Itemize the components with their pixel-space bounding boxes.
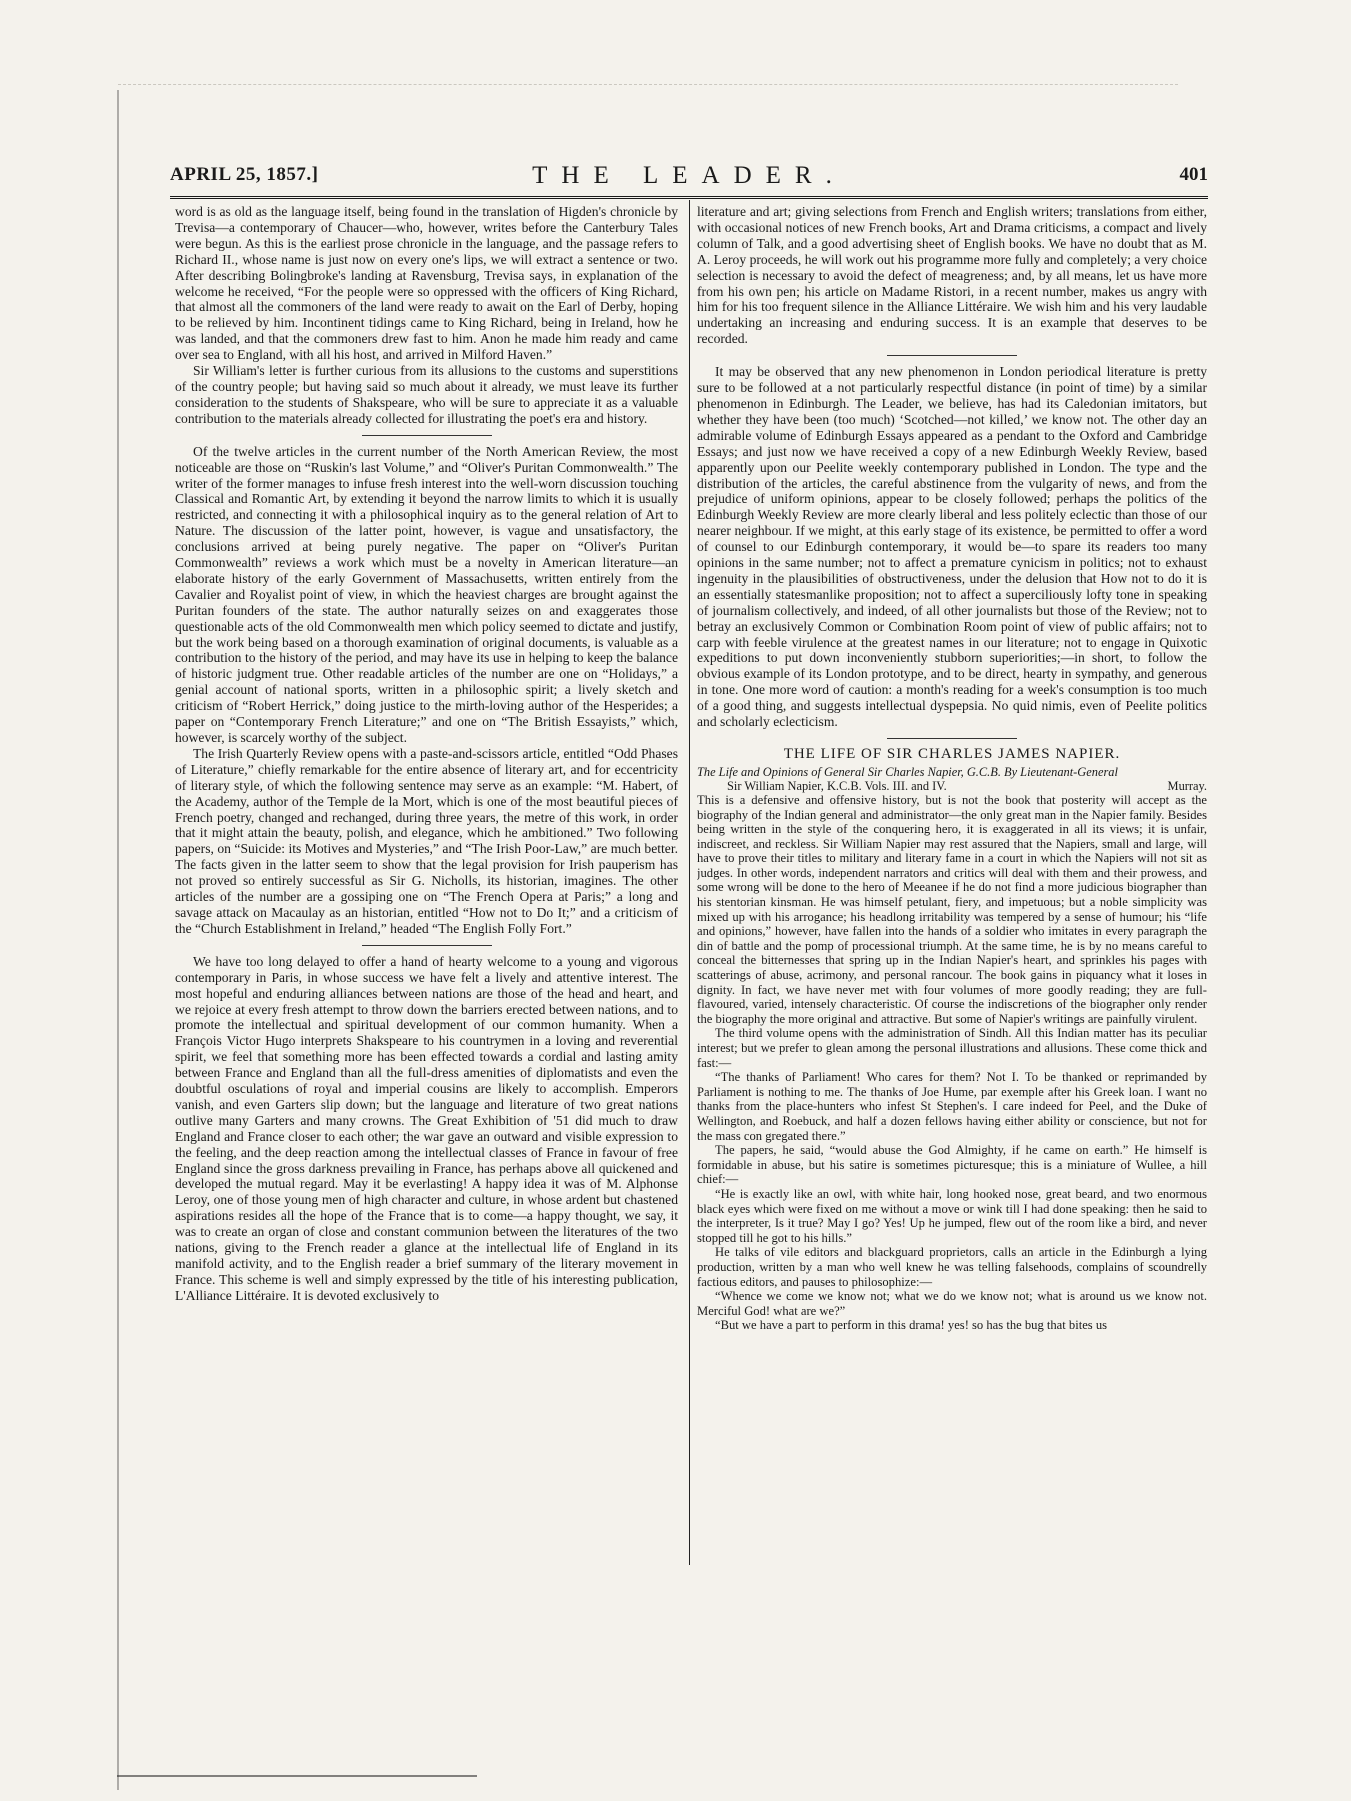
article-body: [697, 793, 1207, 1333]
header-rule: [170, 196, 1208, 199]
paragraph: We have too long delayed to offer a hand of hearty welcome to a young and vigorous contemporary in Paris, in whose success we have felt a lively and attentive interest. The most hopeful and enduring alliances between nations are those of the head and heart, and we rejoice at every fresh attempt to throw down the barriers erected between nations, and to promote the intellectual and spiritual development of our common humanity. When a François Victor Hugo interprets Shakspeare to his countrymen in a loving and reverential spirit, we feel that something more has been effected towards a cordial and lasting amity between France and England than all the full-dress amenities of diplomatists and even the doubtful osculations of royal and imperial cousins are likely to accomplish. Emperors vanish, and even Garters slip down; but the language and literature of two great nations outlive many Garters and many crowns. The Great Exhibition of '51 did much to draw England and France closer to each other; the war gave an outward and visible expression to the feeling, and the deep reaction among the intellectual classes of France in favour of free England since the gross darkness prevailing in France, has perhaps above all quickened and developed the mutual regard. May it be everlasting! A happy idea it was of M. Alphonse Leroy, one of those young men of high character and culture, in whose ardent but chastened aspirations resides all the hope of the France that is to come—a happy thought, we say, it was to create an organ of close and constant communion between the literatures of the two nations, giving to the French reader a glance at the intellectual life of England in its manifold activity, and to the English reader a brief summary of the literary movement in France. This scheme is well and simply expressed by the title of his interesting publication, L'Alliance Littéraire. It is devoted exclusively to: [175, 953, 678, 1303]
paragraph: It may be observed that any new phenomenon in London periodical literature is pretty sure to be followed at a not particularly respectful distance (in point of time) by a similar phenomenon in Edinburgh. The Leader, we believe, has had its Caledonian imitators, but whether they have been (too much) ‘Scotched—not killed,’ we know not. The other day an admirable volume of Edinburgh Essays appeared as a pendant to the Oxford and Cambridge Essays; and just now we have received a copy of a new Edinburgh Weekly Review, based apparently upon our Peelite weekly contemporary published in London. The type and the distribution of the articles, the careful abstinence from the vulgarity of news, and from the prejudice of uniform opinions, appear to be closely followed; perhaps the politics of the Edinburgh Weekly Review are more clearly liberal and less politely eclectic than those of our nearer neighbour. If we might, at this early stage of its existence, be permitted to offer a word of counsel to our Edinburgh contemporary, it would be—to spare its readers too many opinions in the same number; not to affect a premature cynicism in politics; not to exhaust ingenuity in the plausibilities of obstructiveness, under the delusion that How not to do it is an essentially statesmanlike proposition; not to affect a superciliously lofty tone in speaking of journalism collectively, and indeed, of all other journalists but those of the Review; not to betray an exclusively Common or Combination Room point of view of public affairs; not to carp with feeble virulence at the greatest names in our literature; not to engage in Quixotic expeditions to put down inconveniently stubborn superiorities;—in short, to follow the obvious example of its London prototype, and to be direct, hearty in sympathy, and generous in tone. One more word of caution: a month's reading for a week's consumption is too much of a good thing, and suggests intellectual dyspepsia. No quid nimis, even of Peelite politics and scholarly eclecticism.: [697, 364, 1207, 730]
newspaper-title: THE LEADER.: [532, 162, 846, 189]
paragraph: The Irish Quarterly Review opens with a paste-and-scissors article, entitled “Odd Phases of Literature,” chiefly remarkable for the entire absence of literary art, and for eccentricity of literary style, of which the following sentence may serve as an example: “M. Habert, of the Academy, author of the Temple de la Mort, which is one of the most beautiful pieces of French poetry, changed and rechanged, during three years, the metre of this work, in order that it might attain the beauty, polish, and elegance, which he ambitioned.” Two following papers, on “Suicide: its Motives and Mysteries,” and “The Irish Poor-Law,” are much better. The facts given in the latter seem to show that the legal provision for Irish pauperism has not proved so entirely successful as Sir G. Nicholls, its historian, imagines. The other articles of the number are a gossiping one on “The French Opera at Paris;” a long and savage attack on Macaulay as an historian, entitled “How not to Do It;” and a criticism of the “Church Establishment in Ireland,” headed “The English Folly Fort.”: [175, 745, 678, 936]
byline-publisher: Murray.: [1167, 778, 1207, 793]
page-number: 401: [1179, 164, 1208, 185]
scan-artifact-top: [118, 84, 1178, 85]
block-quote: “He is exactly like an owl, with white hair, long hooked nose, great beard, and two enormous black eyes which were fixed on me without a move or wink till I had done speaking: then he said to the interpreter, Is it true? May I go? Yes! Up he jumped, flew out of the room like a bird, and never stopped till he got to his hills.”: [697, 1186, 1207, 1245]
section-separator: [887, 738, 1017, 739]
issue-date: APRIL 25, 1857.]: [170, 164, 319, 185]
page-header: [170, 164, 1208, 190]
paragraph: literature and art; giving selections from French and English writers; translations from either, with occasional notices of new French books, Art and Drama criticisms, a compact and lively column of Talk, and a good advertising sheet of English books. We have no doubt that as M. A. Leroy proceeds, he will work out his programme more fully and completely; a very choice selection is necessary to avoid the defect of meagreness; and, by all means, let us have more from his own pen; his article on Madame Ristori, in a recent number, makes us angry with him for his too frequent silence in the Alliance Littéraire. We wish him and his very laudable undertaking an increasing and enduring success. It is an example that deserves to be recorded.: [697, 204, 1207, 347]
section-separator: [362, 945, 492, 946]
article-byline-continued: [697, 779, 1207, 793]
scan-artifact-bottom: [117, 1775, 477, 1777]
paragraph: He talks of vile editors and blackguard proprietors, calls an article in the Edinburgh a lying production, written by a man who well knew he was telling falsehoods, complains of scoundrelly factious editors, and pauses to philosophize:—: [697, 1245, 1207, 1289]
scan-artifact-left: [117, 90, 119, 1790]
column-divider: [689, 200, 690, 1565]
paragraph: Sir William's letter is further curious from its allusions to the customs and superstitions of the country people; but having said so much about it already, we must leave its further consideration to the students of Shakspeare, who will be sure to appreciate it as a valuable contribution to the materials already collected for illustrating the poet's era and history.: [175, 363, 678, 426]
paragraph: word is as old as the language itself, being found in the translation of Higden's chronicle by Trevisa—a contemporary of Chaucer—who, however, writes before the Canterbury Tales were begun. As this is the earliest prose chronicle in the language, and the passage refers to Richard II., whose name is just now on every one's lips, we will extract a sentence or two. After describing Bolingbroke's landing at Ravensburg, Trevisa says, in explanation of the welcome he received, “For the people were so oppressed with the officers of King Richard, that almost all the commoners of the land were ready to await on the Earl of Derby, hoping to be relieved by him. Incontinent tidings came to King Richard, being in Ireland, how he was landed, and that the commoners drew fast to him. Anon he made him ready and came over sea to England, with all his host, and arrived in Milford Haven.”: [175, 204, 678, 363]
section-separator: [362, 435, 492, 436]
paragraph: Of the twelve articles in the current number of the North American Review, the most noticeable are those on “Ruskin's last Volume,” and “Oliver's Puritan Commonwealth.” The writer of the former manages to infuse fresh interest into the well-worn discussion touching Classical and Romantic Art, by extending it beyond the narrow limits to which it is usually restricted, and connecting it with a philosophical inquiry as to the general relation of Art to Nature. The discussion of the latter point, however, is vague and unsatisfactory, the conclusions arrived at being purely negative. The paper on “Oliver's Puritan Commonwealth” reviews a work which must be a novelty in American literature—an elaborate history of the early Government of Massachusetts, written entirely from the Cavalier and Royalist point of view, in which the heaviest charges are brought against the Puritan founders of the state. The author naturally seizes on and exaggerates those questionable acts of the old Commonwealth men which policy seemed to dictate and justify, but the work being based on a thorough examination of original documents, is valuable as a contribution to the history of the period, and may have its use in helping to keep the balance of historic judgment true. Other readable articles of the number are one on “Holidays,” a genial account of national sports, written in a philosophic spirit; a lively sketch and criticism of “Robert Herrick,” doing justice to the mirth-loving author of the Hesperides; a paper on “Contemporary French Literature;” and one on “The British Essayists,” which, however, is scarcely worthy of the subject.: [175, 443, 678, 745]
left-column: [175, 204, 678, 1764]
paragraph: This is a defensive and offensive history, but is not the book that posterity will accept as the biography of the Indian general and administrator—the only great man in the Napier family. Besides being written in the style of the conquering hero, it is exaggerated in all its views; it is unfair, indiscreet, and reckless. Sir William Napier may rest assured that the Napiers, small and large, will have to prove their titles to military and literary fame in a court in which the Napiers will not sit as judges. In other words, independent narrators and critics will deal with them and their prowess, and some wrong will be done to the hero of Meeanee if he do not find a more judicious biographer than his stentorian kinsman. He was himself petulant, fiery, and impetuous; but a noble simplicity was mixed up with his arrogance; his headlong irritability was tempered by a sense of humour; his “life and opinions,” however, have fallen into the hands of a soldier who imitates in every paragraph the din of battle and the pomp of processional triumph. At the same time, he is by no means careful to conceal the bitternesses that spring up in the Indian Napier's heart, and sprinkles his pages with scatterings of abuse, acrimony, and personal rancour. The book gains in piquancy what it loses in dignity. In fact, we have never met with four volumes of more goodly reading; they are full-flavoured, varied, intensely characteristic. Of course the indiscretions of the biographer only render the biography the more original and attractive. But some of Napier's writings are painfully virulent.: [697, 792, 1207, 1026]
article-title: THE LIFE OF SIR CHARLES JAMES NAPIER.: [783, 746, 1121, 762]
right-column: [697, 204, 1207, 1764]
block-quote: “But we have a part to perform in this drama! yes! so has the bug that bites us: [715, 1318, 1108, 1333]
block-quote: “Whence we come we know not; what we do we know not; what is around us we know not. Merciful God! what are we?”: [697, 1289, 1207, 1318]
block-quote: “The thanks of Parliament! Who cares for them? Not I. To be thanked or reprimanded by Parliament is nothing to me. The thanks of Joe Hume, par exemple after his Greek loan. I want no thanks from the place-hunters who infest St Stephen's. I care indeed for Peel, and the Duke of Wellington, and Roebuck, and half a dozen fellows having either ability or conscience, but not for the mass con gregated there.”: [697, 1070, 1207, 1143]
paragraph: The papers, he said, “would abuse the God Almighty, if he came on earth.” He himself is formidable in abuse, but his satire is sometimes picturesque; this is a miniature of Wullee, a hill chief:—: [697, 1143, 1207, 1187]
section-separator: [887, 355, 1017, 356]
paragraph: The third volume opens with the administration of Sindh. All this Indian matter has its peculiar interest; but we prefer to glean among the personal illustrations and allusions. These come thick and fast:—: [697, 1026, 1207, 1070]
byline-author: Sir William Napier, K.C.B. Vols. III. and IV.: [727, 778, 947, 793]
article-byline: The Life and Opinions of General Sir Charles Napier, G.C.B. By Lieutenant-General: [697, 764, 1118, 779]
